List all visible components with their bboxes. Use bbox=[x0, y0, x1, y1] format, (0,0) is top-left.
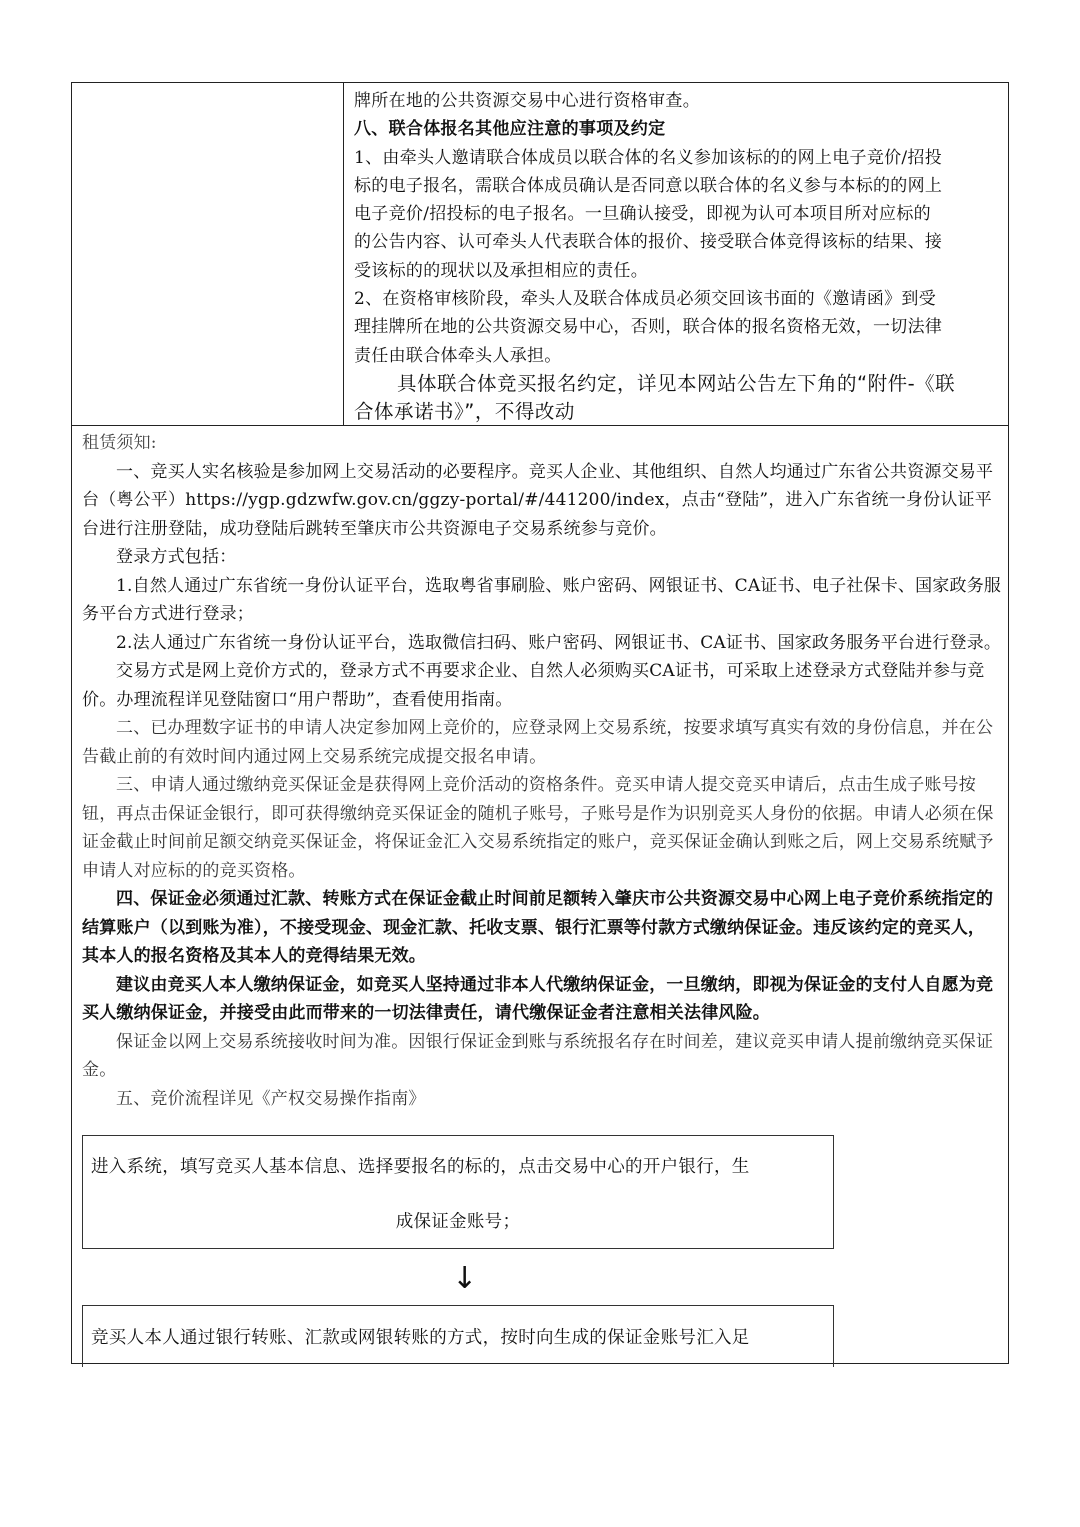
paragraph: 四、保证金必须通过汇款、转账方式在保证金截止时间前足额转入肇庆市公共资源交易中心网上电子竞价系统指定的结算账户（以到账为准），不接受现金、现金汇款、托收支票、银行汇票等付款方式缴纳保证金。违反该约定的竞买人，其本人的报名资格及其本人的竞得结果无效。 bbox=[82, 889, 994, 966]
lease-notice bbox=[82, 429, 1002, 1113]
paragraph: 建议由竞买人本人缴纳保证金，如竞买人坚持通过非本人代缴纳保证金，一旦缴纳，即视为保证金的支付人自愿为竞买人缴纳保证金，并接受由此而带来的一切法律责任，请代缴保证金者注意相关法律风险。 bbox=[82, 974, 994, 1023]
text-line: 受该标的的现状以及承担相应的责任。 bbox=[354, 260, 649, 281]
paragraph: 登录方式包括： bbox=[116, 547, 237, 567]
text-line: 的公告内容、认可牵头人代表联合体的报价、接受联合体竞得该标的结果、接 bbox=[354, 232, 943, 253]
paragraph: 五、竞价流程详见《产权交易操作指南》 bbox=[116, 1088, 426, 1109]
flow-step-1 bbox=[82, 1135, 834, 1249]
section-heading: 八、联合体报名其他应注意的事项及约定 bbox=[354, 119, 666, 140]
paragraph: 2.法人通过广东省统一身份认证平台，选取微信扫码、账户密码、网银证书、CA证书、国家政务服务平台进行登录。 bbox=[116, 632, 1002, 653]
paragraph: 二、已办理数字证书的申请人决定参加网上竞价的，应登录网上交易系统，按要求填写真实有效的身份信息，并在公告截止前的有效时间内通过网上交易系统完成提交报名申请。 bbox=[82, 718, 994, 767]
text-line: 理挂牌所在地的公共资源交易中心，否则，联合体的报名资格无效，一切法律 bbox=[354, 317, 943, 338]
text-line: 电子竞价/招投标的电子报名。一旦确认接受，即视为认可本项目所对应标的 bbox=[354, 204, 931, 225]
consortium-terms bbox=[354, 87, 1002, 427]
flow-step-text: 竞买人本人通过银行转账、汇款或网银转账的方式，按时向生成的保证金账号汇入足 bbox=[91, 1328, 750, 1348]
text-line: 责任由联合体牵头人承担。 bbox=[354, 345, 562, 366]
row-label-cell bbox=[72, 83, 344, 425]
paragraph: 交易方式是网上竞价方式的，登录方式不再要求企业、自然人必须购买CA证书，可采取上述登录方式登陆并参与竞价。办理流程详见登陆窗口“用户帮助”，查看使用指南。 bbox=[82, 661, 985, 710]
arrow-down-icon: ↓ bbox=[452, 1261, 478, 1296]
consortium-row bbox=[72, 83, 1008, 426]
note-line: 合体承诺书》”，不得改动 bbox=[354, 400, 575, 424]
paragraph: 三、申请人通过缴纳竞买保证金是获得网上竞价活动的资格条件。竞买申请人提交竞买申请后，点击生成子账号按钮，再点击保证金银行，即可获得缴纳竞买保证金的随机子账号，子账号是作为识别竞买人身份的依据。申请人必须在保证金截止时间前足额交纳竞买保证金，将保证金汇入交易系统指定的账户，竞买保证金确认到账之后，网上交易系统赋予申请人对应标的的竞买资格。 bbox=[82, 775, 994, 881]
flow-step-text: 进入系统，填写竞买人基本信息、选择要报名的标的，点击交易中心的开户银行，生 bbox=[91, 1157, 750, 1177]
notice-table bbox=[71, 82, 1009, 1364]
lease-notice-title: 租赁须知: bbox=[82, 433, 157, 453]
text-line: 标的电子报名，需联合体成员确认是否同意以联合体的名义参与本标的的网上 bbox=[354, 175, 943, 196]
note-line: 具体联合体竞买报名约定，详见本网站公告左下角的“附件-《联 bbox=[397, 371, 956, 395]
text-line: 1、由牵头人邀请联合体成员以联合体的名义参加该标的的网上电子竞价/招投 bbox=[354, 147, 943, 168]
text-line: 牌所在地的公共资源交易中心进行资格审查。 bbox=[354, 91, 700, 111]
paragraph: 保证金以网上交易系统接收时间为准。因银行保证金到账与系统报名存在时间差，建议竞买申请人提前缴纳竞买保证金。 bbox=[82, 1031, 994, 1080]
flow-step-2 bbox=[82, 1305, 834, 1367]
paragraph: 一、竞买人实名核验是参加网上交易活动的必要程序。竞买人企业、其他组织、自然人均通过广东省公共资源交易平台（粤公平）https://ygp.gdzwfw.gov.cn/ggzy-portal/#/441200/index，点击“登陆”，进入广东省统一身份认证平台进行注册登陆，成功登陆后跳转至肇庆市公共资源电子交易系统参与竞价。 bbox=[82, 461, 994, 539]
flow-step-text: 成保证金账号； bbox=[395, 1212, 521, 1232]
paragraph: 1.自然人通过广东省统一身份认证平台，选取粤省事刷脸、账户密码、网银证书、CA证书、电子社保卡、国家政务服务平台方式进行登录； bbox=[82, 575, 1002, 624]
text-line: 2、在资格审核阶段，牵头人及联合体成员必须交回该书面的《邀请函》到受 bbox=[354, 289, 937, 310]
